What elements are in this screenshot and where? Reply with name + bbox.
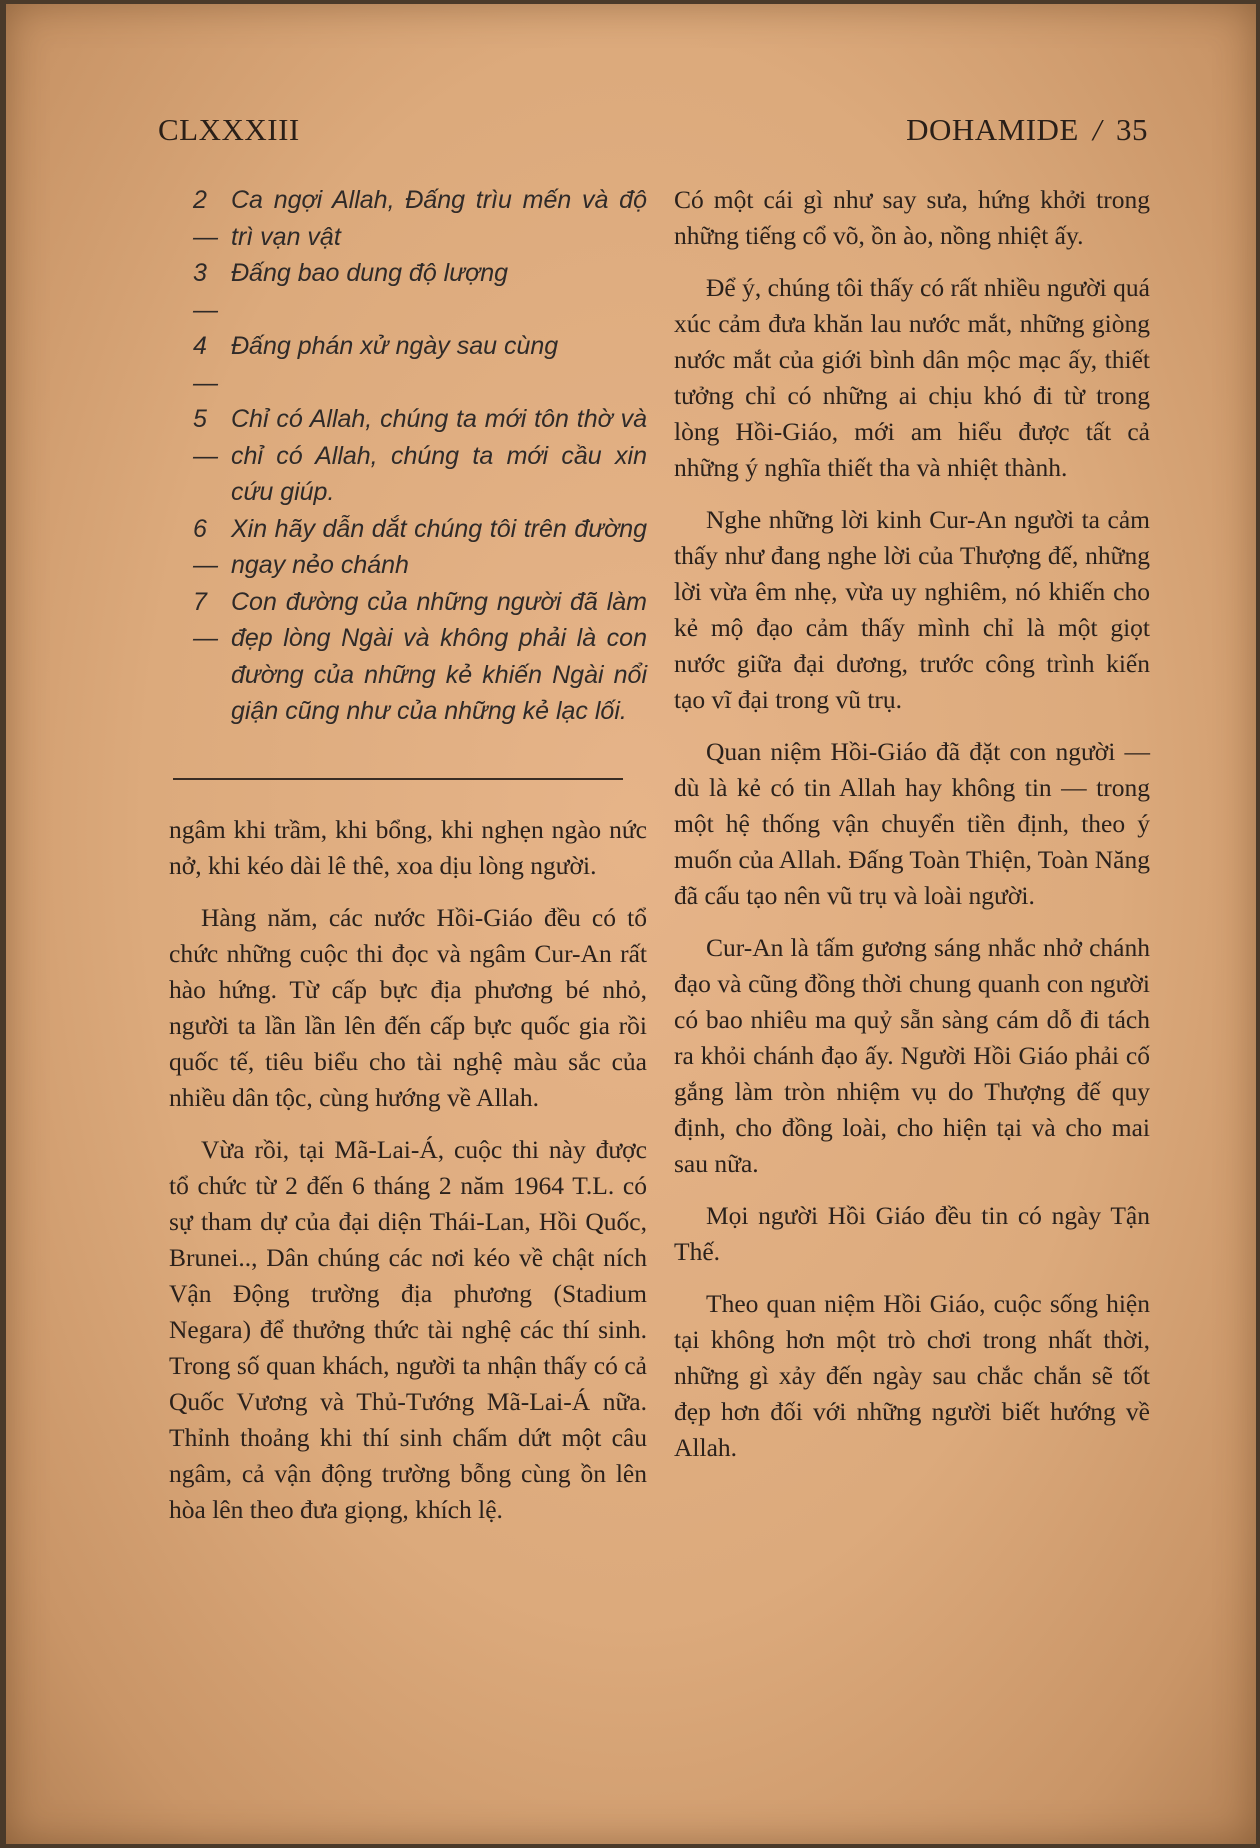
- page-number: 35: [1116, 112, 1148, 147]
- verse-text: Đấng bao dung độ lượng: [231, 259, 509, 287]
- body-paragraph: ngâm khi trầm, khi bổng, khi nghẹn ngào nức nở, khi kéo dài lê thê, xoa dịu lòng người.: [169, 814, 647, 880]
- body-paragraph: Nghe những lời kinh Cur-An người ta cảm thấy như đang nghe lời của Thượng đế, những lời vừa êm nhẹ, vừa uy nghiêm, nó khiến cho kẻ mộ đạo cảm thấy mình chỉ là một giọt nước giữa đại dương, trước công trình kiến tạo vĩ đại trong vũ trụ.: [674, 505, 1150, 714]
- verse-item: [169, 255, 647, 328]
- page-header: [158, 112, 1148, 156]
- verse-item: [169, 182, 647, 255]
- left-column: [169, 182, 647, 1544]
- verse-number: 5 —: [193, 405, 218, 470]
- body-paragraph: Vừa rồi, tại Mã-Lai-Á, cuộc thi này được tổ chức từ 2 đến 6 tháng 2 năm 1964 T.L. có sự tham dự của đại diện Thái-Lan, Hồi Quốc, Brunei.., Dân chúng các nơi kéo về chật ních Vận Động trường địa phương (Stadium Negara) để thưởng thức tài nghệ các thí sinh. Trong số quan khách, người ta nhận thấy có cả Quốc Vương và Thủ-Tướng Mã-Lai-Á nữa. Thỉnh thoảng khi thí sinh chấm dứt một câu ngâm, cả vận động trường bỗng cùng ồn lên hòa lên theo đưa giọng, khích lệ.: [169, 1134, 647, 1524]
- body-paragraph: Cur-An là tấm gương sáng nhắc nhở chánh đạo và cũng đồng thời chung quanh con người có bao nhiêu ma quỷ sẵn sàng cám dỗ đi tách ra khỏi chánh đạo ấy. Người Hồi Giáo phải cố gắng làm tròn nhiệm vụ do Thượng đế quy định, cho đồng loài, cho hiện tại và cho mai sau nữa.: [674, 933, 1150, 1178]
- verse-text: Chỉ có Allah, chúng ta mới tôn thờ và chỉ có Allah, chúng ta mới cầu xin cứu giúp.: [231, 405, 647, 506]
- chapter-number: CLXXXIII: [158, 112, 300, 147]
- verse-number: 4—: [193, 332, 218, 397]
- verse-text: Con đường của những người đã làm đẹp lòng Ngài và không phải là con đường của những kẻ khiến Ngài nổi giận cũng như của những kẻ lạc lối.: [231, 587, 647, 725]
- verse-number: 7 —: [193, 587, 218, 652]
- verse-number: 3—: [193, 259, 218, 324]
- running-title: DOHAMIDE: [906, 112, 1079, 147]
- verse-text: Đấng phán xử ngày sau cùng: [231, 332, 559, 360]
- verse-item: [169, 328, 647, 401]
- body-paragraph: Theo quan niệm Hồi Giáo, cuộc sống hiện tại không hơn một trò chơi trong nhất thời, những gì xảy đến ngày sau chắc chắn sẽ tốt đẹp hơn đối với những người biết hướng về Allah.: [674, 1289, 1150, 1462]
- verse-text: Xin hãy dẫn dắt chúng tôi trên đường ngay nẻo chánh: [231, 514, 647, 579]
- body-paragraph: Mọi người Hồi Giáo đều tin có ngày Tận Thế.: [674, 1201, 1150, 1266]
- book-page: [6, 4, 1256, 1844]
- section-divider: [173, 778, 623, 780]
- verse-number: 6 —: [193, 514, 218, 579]
- verse-number: 2—: [193, 186, 218, 251]
- right-column: [674, 182, 1150, 1482]
- header-separator: /: [1092, 112, 1102, 147]
- body-paragraph: Có một cái gì như say sưa, hứng khởi trong những tiếng cổ võ, ồn ào, nồng nhiệt ấy.: [674, 185, 1150, 250]
- running-head: [906, 112, 1148, 148]
- verse-list: [169, 182, 647, 730]
- verse-text: Ca ngợi Allah, Đấng trìu mến và độ trì vạn vật: [231, 186, 647, 251]
- verse-item: [169, 401, 647, 511]
- body-paragraph: Để ý, chúng tôi thấy có rất nhiều người quá xúc cảm đưa khăn lau nước mắt, những giòng nước mắt của giới bình dân mộc mạc ấy, thiết tưởng chỉ có những ai chịu khó đi từ trong lòng Hồi-Giáo, mới am hiểu được tất cả những ý nghĩa thiết tha và nhiệt thành.: [674, 273, 1150, 482]
- verse-item: [169, 511, 647, 584]
- verse-item: [169, 584, 647, 730]
- body-paragraph: Quan niệm Hồi-Giáo đã đặt con người — dù là kẻ có tin Allah hay không tin — trong một hệ thống vận chuyển tiền định, theo ý muốn của Allah. Đấng Toàn Thiện, Toàn Năng đã cấu tạo nên vũ trụ và loài người.: [674, 737, 1150, 910]
- body-paragraph: Hàng năm, các nước Hồi-Giáo đều có tổ chức những cuộc thi đọc và ngâm Cur-An rất hào hứng. Từ cấp bực địa phương bé nhỏ, người ta lần lần lên đến cấp bực quốc gia rồi quốc tế, tiêu biểu cho tài nghệ màu sắc của nhiều dân tộc, cùng hướng về Allah.: [169, 902, 647, 1112]
